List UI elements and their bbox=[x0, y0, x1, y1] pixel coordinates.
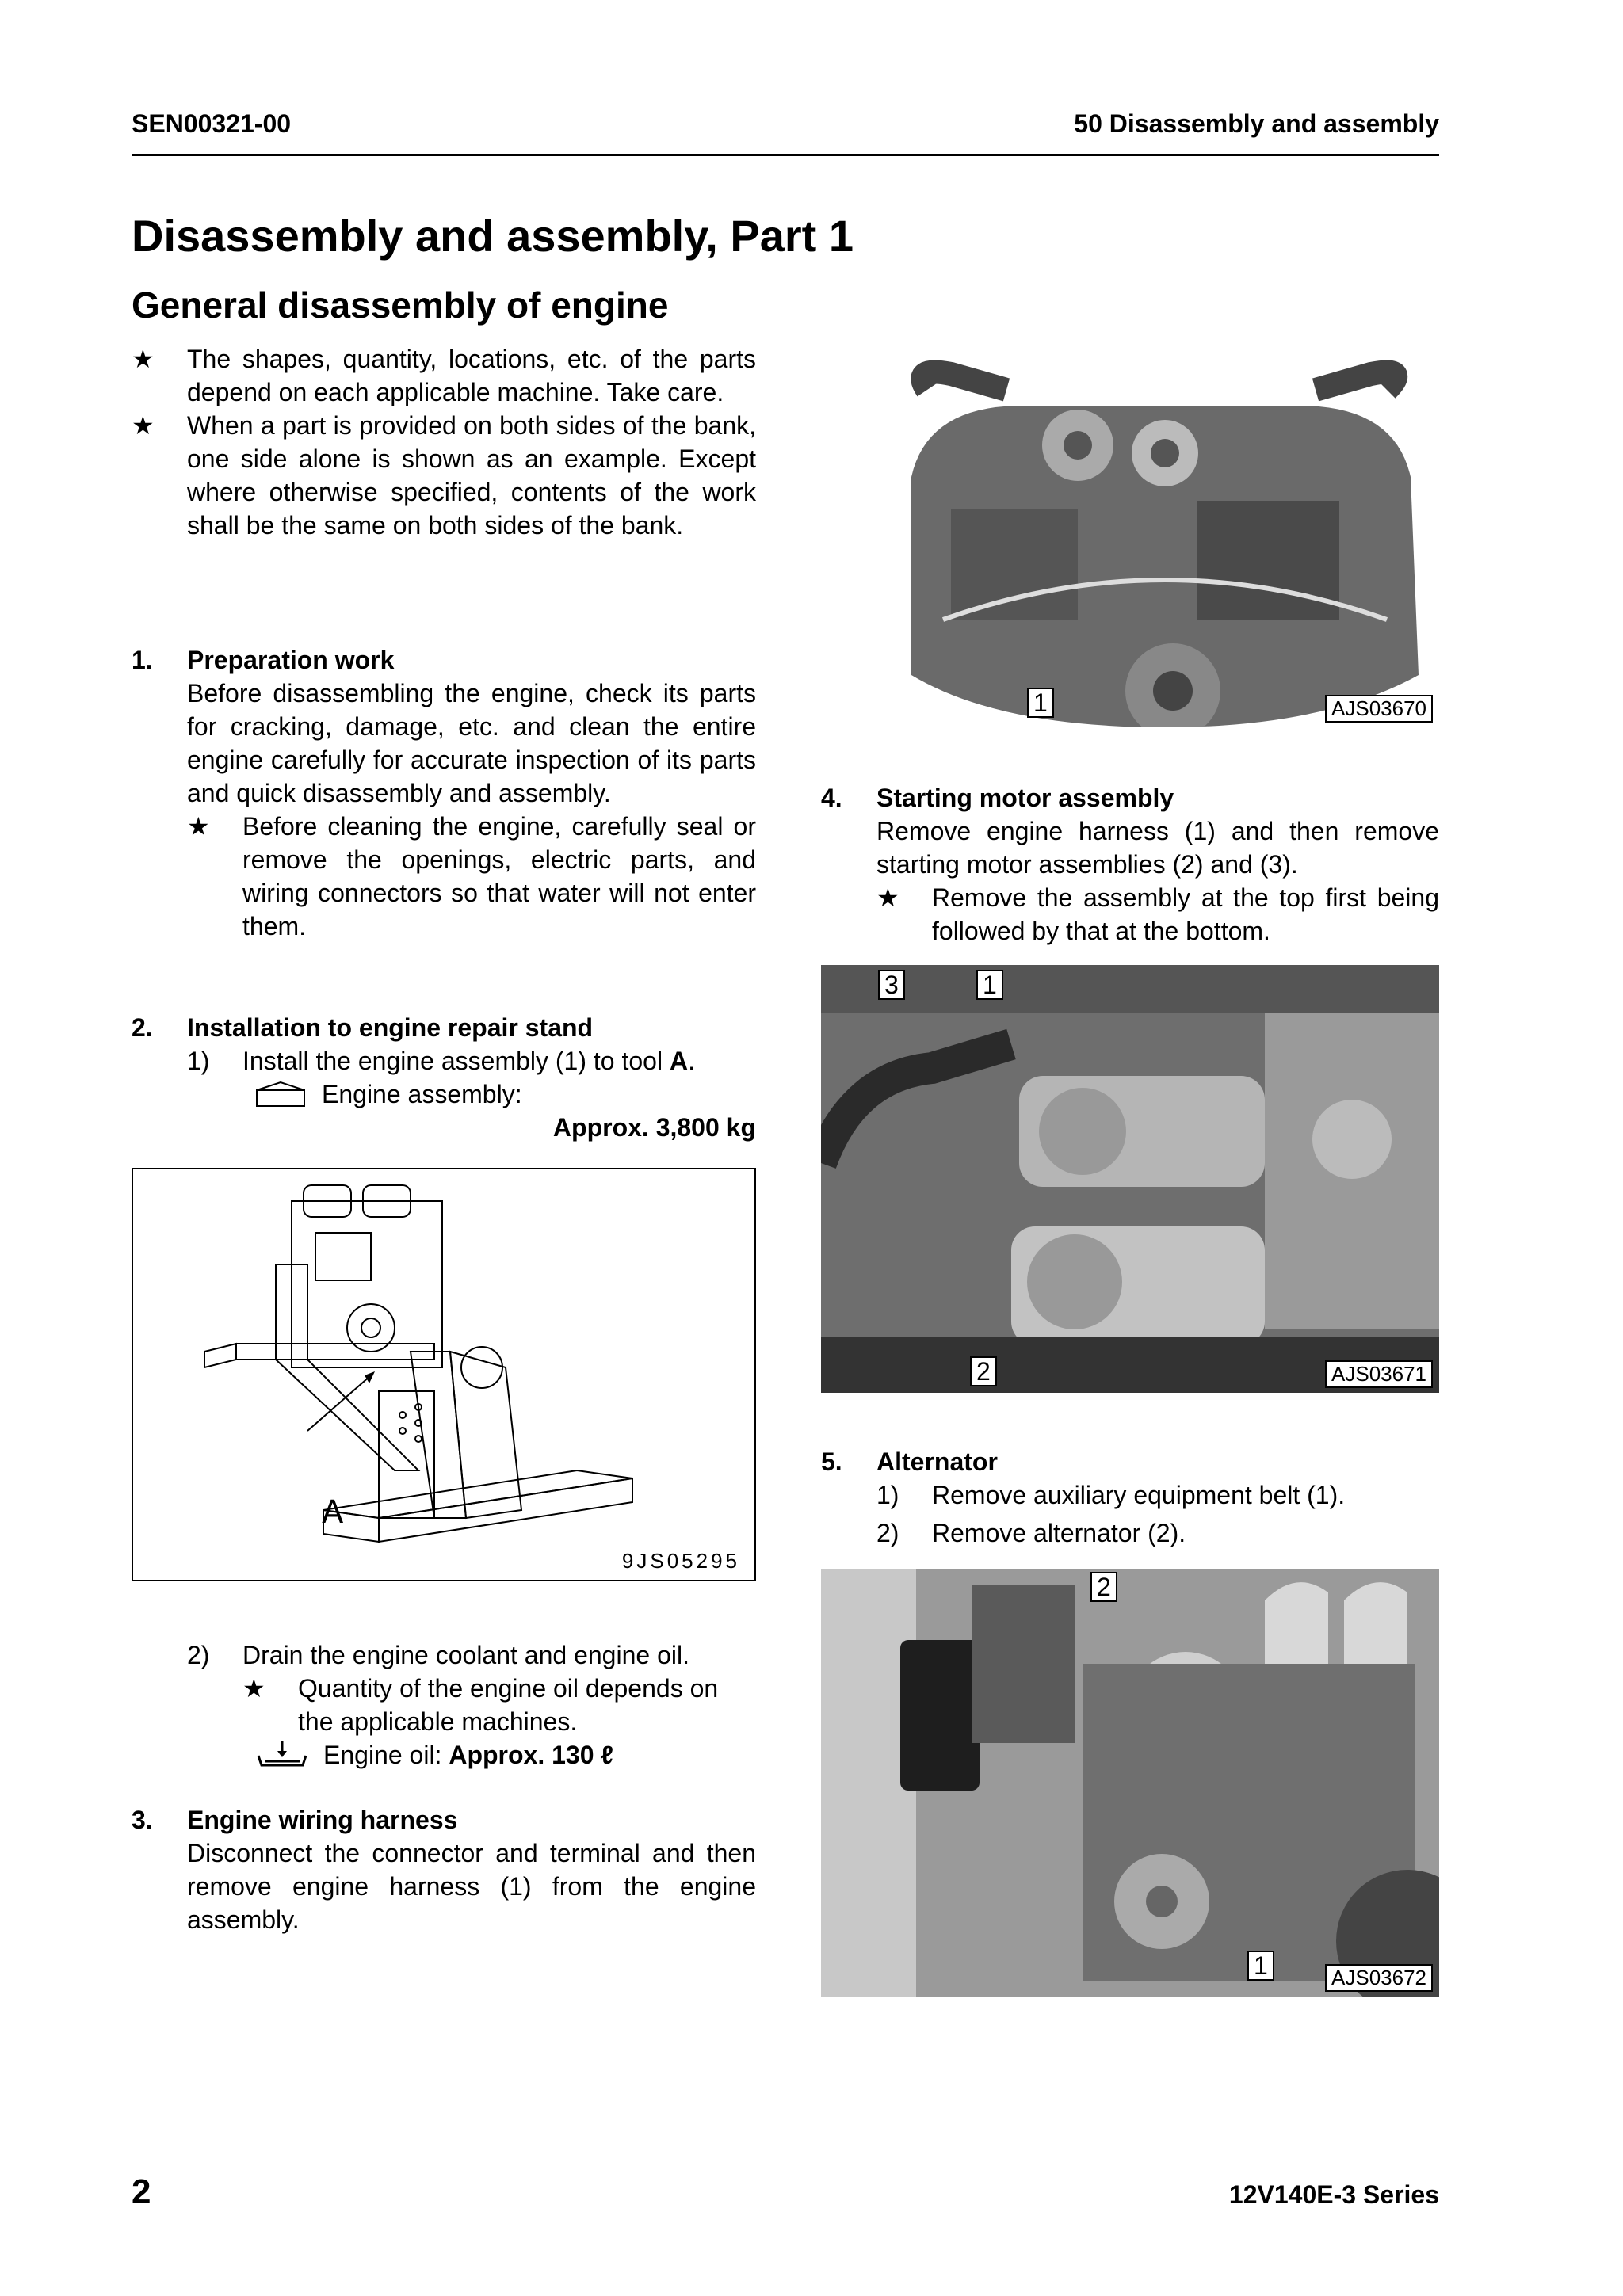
photo-callout: 3 bbox=[878, 970, 905, 1000]
star-icon: ★ bbox=[187, 812, 210, 841]
note-item: ★ The shapes, quantity, locations, etc. of the parts depend on each applicable machine. Take care. bbox=[132, 342, 756, 409]
star-icon: ★ bbox=[132, 345, 155, 373]
figure-callout: A bbox=[322, 1494, 344, 1531]
weight-value: Approx. 3,800 kg bbox=[552, 1113, 756, 1142]
step-text: Remove engine harness (1) and then remove starting motor assemblies (2) and (3). bbox=[876, 817, 1439, 879]
step-number: 4. bbox=[821, 784, 842, 812]
substep: 1) Remove auxiliary equipment belt (1). bbox=[876, 1481, 1346, 1509]
step-note: ★ Before cleaning the engine, carefully seal or remove the openings, electric parts, and wiring connectors so that water will not enter them. bbox=[187, 810, 756, 943]
step-1 bbox=[132, 643, 756, 943]
star-icon: ★ bbox=[876, 883, 899, 912]
step-number: 2. bbox=[132, 1013, 153, 1042]
step-title: Alternator bbox=[876, 1447, 998, 1476]
step-3 bbox=[132, 1803, 756, 1936]
note-item: ★ When a part is provided on both sides of the bank, one side alone is shown as an example. Except where otherwise specified, contents of the work shall be the same on both sides of the bank. bbox=[132, 409, 756, 542]
repair-stand-drawing bbox=[133, 1169, 754, 1580]
step-number: 1. bbox=[132, 646, 153, 674]
substep: 1) Install the engine assembly (1) to tool A. bbox=[187, 1047, 695, 1075]
stand-figure bbox=[132, 1168, 756, 1581]
photo-callout: 2 bbox=[1090, 1572, 1117, 1602]
star-icon: ★ bbox=[132, 411, 155, 440]
page-title: Disassembly and assembly, Part 1 bbox=[132, 211, 854, 261]
page-number: 2 bbox=[132, 2172, 151, 2211]
step-2 bbox=[132, 1011, 756, 1144]
starting-motor-photo bbox=[821, 965, 1439, 1393]
photo-callout: 1 bbox=[1247, 1951, 1274, 1981]
step-number: 5. bbox=[821, 1447, 842, 1476]
figure-id: 9JS05295 bbox=[621, 1549, 740, 1573]
doc-id: SEN00321-00 bbox=[132, 109, 292, 138]
step-title: Starting motor assembly bbox=[876, 784, 1174, 812]
weight-icon bbox=[252, 1081, 309, 1109]
header-rule bbox=[132, 154, 1439, 156]
step-5 bbox=[821, 1445, 1439, 1550]
photo-id: AJS03671 bbox=[1325, 1360, 1433, 1388]
step-text: Before disassembling the engine, check its parts for cracking, damage, etc. and clean the entire engine carefully for accurate inspection of its parts and quick disassembly and assembly. bbox=[187, 679, 756, 807]
step-4 bbox=[821, 781, 1439, 948]
oil-drain-icon bbox=[254, 1740, 311, 1768]
notes-list bbox=[132, 342, 756, 542]
step-title: Installation to engine repair stand bbox=[187, 1013, 594, 1042]
series-name: 12V140E-3 Series bbox=[1228, 2180, 1439, 2209]
oil-line: Engine oil: Approx. 130 ℓ bbox=[242, 1738, 756, 1772]
page-subtitle: General disassembly of engine bbox=[132, 284, 669, 326]
step-note: ★ Remove the assembly at the top first being followed by that at the bottom. bbox=[876, 881, 1439, 948]
photo-callout: 2 bbox=[970, 1356, 997, 1386]
step-text: Disconnect the connector and terminal and then remove engine harness (1) from the engine assembly. bbox=[187, 1839, 756, 1934]
step-number: 3. bbox=[132, 1806, 153, 1834]
photo-id: AJS03672 bbox=[1325, 1964, 1433, 1992]
substep: 2) Remove alternator (2). bbox=[876, 1519, 1186, 1547]
step-title: Preparation work bbox=[187, 646, 395, 674]
step-2-substep-2: 2) Drain the engine coolant and engine oil. ★ Quantity of the engine oil depends on the applicable machines. Engine oil: Approx. 130 ℓ bbox=[132, 1638, 756, 1772]
star-icon: ★ bbox=[242, 1674, 265, 1703]
photo-callout: 1 bbox=[976, 970, 1003, 1000]
weight-line: Engine assembly: bbox=[187, 1077, 756, 1111]
step-note: ★ Quantity of the engine oil depends on the applicable machines. bbox=[242, 1672, 756, 1738]
step-title: Engine wiring harness bbox=[187, 1806, 458, 1834]
photo-callout: 1 bbox=[1027, 688, 1054, 718]
photo-id: AJS03670 bbox=[1325, 695, 1433, 723]
section-title: 50 Disassembly and assembly bbox=[1074, 109, 1439, 138]
alternator-photo bbox=[821, 1569, 1439, 1997]
engine-harness-photo bbox=[880, 358, 1439, 727]
